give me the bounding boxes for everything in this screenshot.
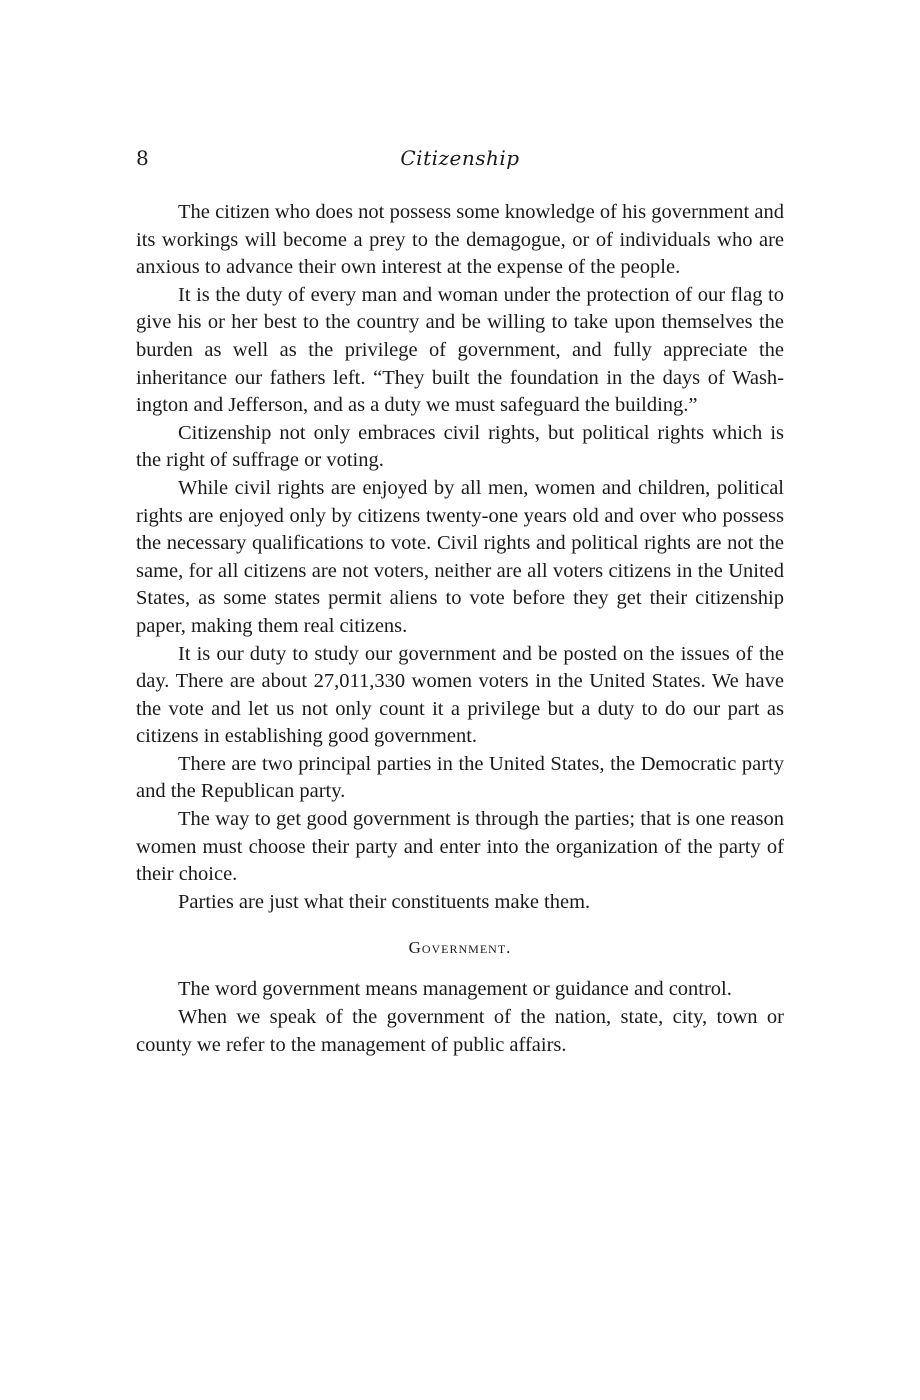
paragraph: When we speak of the government of the nation, state, city, town or county we refer to the management of public affairs. xyxy=(136,1006,784,1056)
running-title: Citizenship xyxy=(400,146,520,170)
paragraph: Citizenship not only embraces civil rights, but political rights which is the right of suffrage or voting. xyxy=(136,421,784,472)
paragraph: While civil rights are enjoyed by all men, women and children, political rights are enjoyed only by citizens twenty-one years old and over who possess the necessary qualifications to vote. Civil rights and political rights are not the same, for all citizens are not voters, neither are all voters citizens in the United States, as some states permit aliens to vote before they get their citizenship paper, making them real citizens. xyxy=(136,476,784,637)
paragraph: The citizen who does not possess some knowledge of his government and its workings will become a prey to the demagogue, or of individuals who are anxious to advance their own interest at the expense of the people. xyxy=(136,201,784,279)
page-number: 8 xyxy=(136,146,149,170)
paragraph: It is our duty to study our government and be posted on the issues of the day. There are about 27,011,330 women voters in the United States. We have the vote and let us not only count it a privilege but a duty to do our part as citizens in establishing good government. xyxy=(136,642,784,748)
paragraph: It is the duty of every man and woman under the protection of our flag to give his or her best to the country and be willing to take upon themselves the burden as well as the privilege of government, and fully appreciate the inheritance our fathers left. “They built the foundation in the days of Washington and Jefferson, and as a duty we must safeguard the building.” xyxy=(136,283,784,417)
paragraph: Parties are just what their constituents make them. xyxy=(178,890,591,913)
body-text xyxy=(136,199,784,1059)
running-head xyxy=(136,146,784,174)
paragraph: The word government means management or guidance and control. xyxy=(178,978,732,1001)
section-heading: Government. xyxy=(408,938,512,958)
paragraph: There are two principal parties in the United States, the Democratic party and the Republican party. xyxy=(136,752,784,803)
paragraph: The way to get good government is through the parties; that is one reason women must choose their party and enter into the organization of the party of their choice. xyxy=(136,808,784,886)
